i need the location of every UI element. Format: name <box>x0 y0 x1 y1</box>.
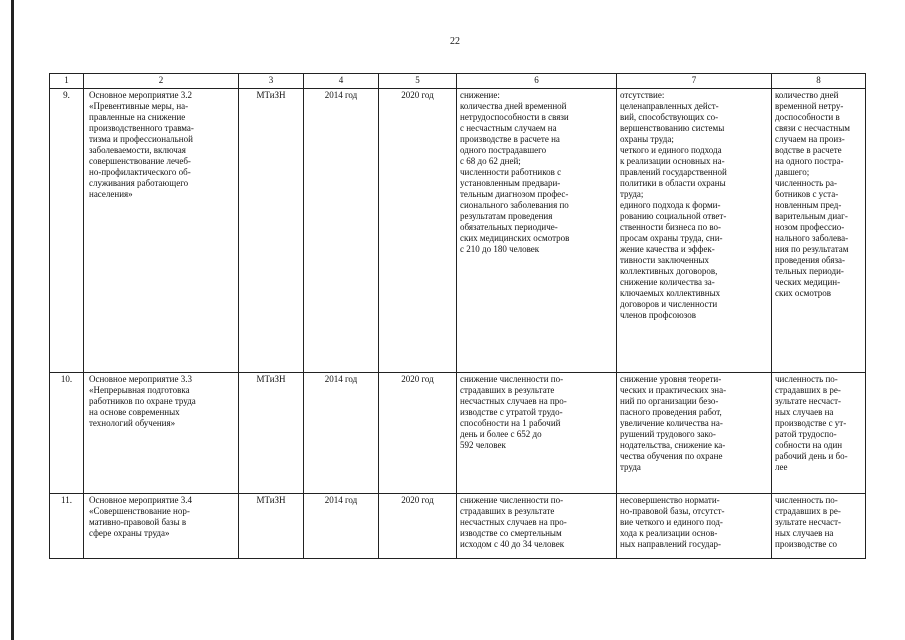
activity-name: Основное мероприятие 3.4 «Совершенствование нор- мативно-правовой базы в сфере охраны труда» <box>89 495 192 538</box>
column-header: 6 <box>457 74 617 89</box>
executor: МТиЗН <box>239 373 304 494</box>
table-row <box>50 373 866 494</box>
table-row <box>50 494 866 559</box>
expected-result: снижение численности по- страдавших в результате несчастных случаев на про- изводстве с утратой трудо- способности на 1 рабочий день и более с 652 до 592 человек <box>460 374 567 450</box>
related-indicators: численность по- страдавших в ре- зультате несчаст- ных случаев на производстве с ут- ратой трудоспо- собности на один рабочий день и бо- лее <box>775 374 848 472</box>
row-number: 9. <box>50 89 84 373</box>
column-header: 3 <box>239 74 304 89</box>
non-implementation-consequences: отсутствие: целенаправленных дейст- вий, способствующих со- вершенствованию системы охраны труда; четкого и единого подхода к реализации основных на- правлений государственной политики в области охраны труда; единого подхода к форми- рованию социальной ответ- ственности бизнеса по во- просам охраны труда, сни- жение качества и эффек- тивности заключенных коллективных договоров, снижение количества за- ключаемых коллективных договоров и численности членов профсоюзов <box>620 90 727 320</box>
activity-name: Основное мероприятие 3.3 «Непрерывная подготовка работников по охране труда на основе современных технологий обучения» <box>89 374 196 428</box>
page-binding-edge <box>11 0 14 640</box>
column-header: 5 <box>379 74 457 89</box>
row-number: 11. <box>50 494 84 559</box>
column-header: 8 <box>772 74 866 89</box>
table-header-row <box>50 74 866 89</box>
activity-name: Основное мероприятие 3.2 «Превентивные меры, на- правленные на снижение производственного травма- тизма и профессиональной заболеваемости, включая совершенствование лечеб- но-профилактического об- служивания работающего населения» <box>89 90 194 199</box>
column-header: 1 <box>50 74 84 89</box>
non-implementation-consequences: несовершенство нормати- но-правовой базы, отсутст- вие четкого и единого под- хода к реализации основ- ных направлений государ- <box>620 495 725 549</box>
column-header: 7 <box>617 74 772 89</box>
related-indicators: количество дней временной нетру- доспособности в связи с несчастным случаем на произ- водстве в расчете на одного постра- давшего; численность ра- ботников с уста- новленным пред- варительным диаг- нозом профессио- нального заболева- ния по результатам проведения обяза- тельных периоди- ческих медицин- ских осмотров <box>775 90 850 298</box>
row-number: 10. <box>50 373 84 494</box>
page-number: 22 <box>450 36 460 47</box>
related-indicators: численность по- страдавших в ре- зультате несчаст- ных случаев на производстве со <box>775 495 842 549</box>
column-header: 2 <box>84 74 239 89</box>
end-year: 2020 год <box>379 494 457 559</box>
executor: МТиЗН <box>239 494 304 559</box>
end-year: 2020 год <box>379 89 457 373</box>
table-row <box>50 89 866 373</box>
expected-result: снижение численности по- страдавших в результате несчастных случаев на про- изводстве со смертельным исходом с 40 до 34 человек <box>460 495 567 549</box>
start-year: 2014 год <box>304 494 379 559</box>
activities-table <box>49 73 866 559</box>
non-implementation-consequences: снижение уровня теорети- ческих и практических зна- ний по организации безо- пасного проведения работ, увеличение количества на- рушений трудового зако- нодательства, снижение ка- чества обучения по охране труда <box>620 374 727 472</box>
end-year: 2020 год <box>379 373 457 494</box>
start-year: 2014 год <box>304 373 379 494</box>
column-header: 4 <box>304 74 379 89</box>
start-year: 2014 год <box>304 89 379 373</box>
executor: МТиЗН <box>239 89 304 373</box>
expected-result: снижение: количества дней временной нетрудоспособности в связи с несчастным случаем на производстве в расчете на одного пострадавшего с 68 до 62 дней; численности работников с установленным предвари- тельным диагнозом профес- сионального заболевания по результатам проведения обязательных периодиче- ских медицинских осмотров с 210 до 180 человек <box>460 90 570 254</box>
